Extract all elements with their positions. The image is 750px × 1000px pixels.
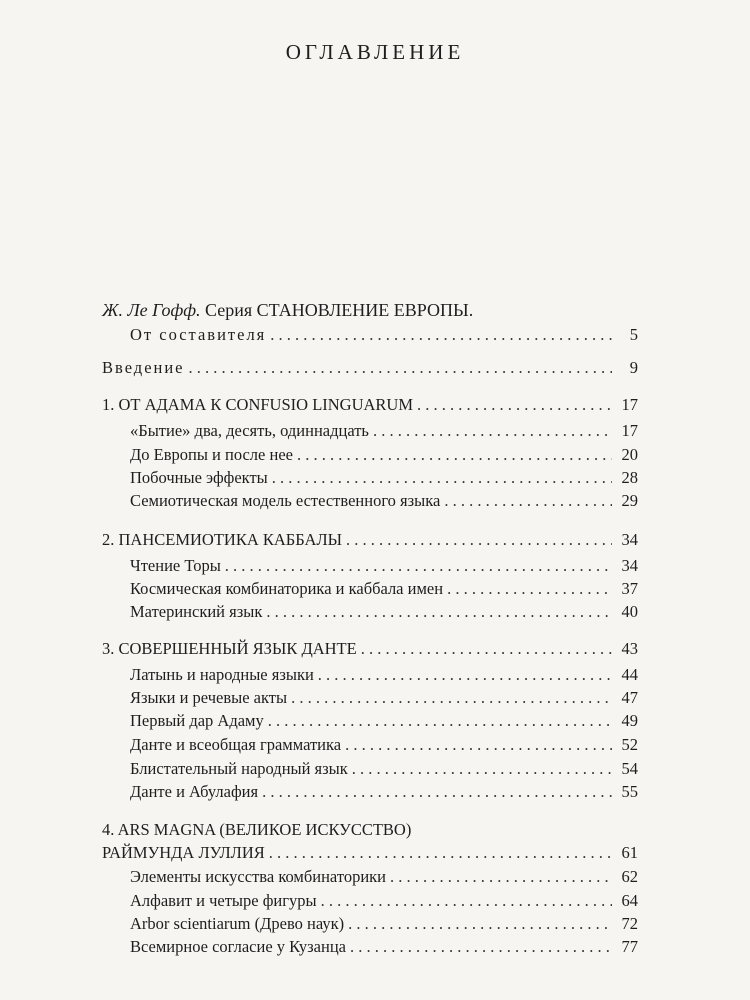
dot-leader — [270, 324, 612, 346]
dot-leader — [444, 490, 612, 512]
toc-entry — [130, 866, 638, 888]
dot-leader — [189, 357, 612, 379]
dot-leader — [269, 842, 612, 864]
toc-entry-page: 28 — [621, 468, 638, 487]
toc-entry-label: Arbor scientiarum (Древо наук) — [130, 914, 345, 933]
toc-entry-label: 3. СОВЕРШЕННЫЙ ЯЗЫК ДАНТЕ — [102, 639, 357, 658]
toc-entry — [130, 936, 638, 958]
dot-leader — [373, 420, 612, 442]
toc-entry-label: Всемирное согласие у Кузанца — [130, 937, 346, 956]
toc-entry — [130, 578, 638, 600]
toc-entry — [102, 529, 638, 551]
series-line — [102, 300, 473, 321]
dot-leader — [266, 601, 612, 623]
toc-entry — [130, 324, 638, 346]
toc-entry — [130, 490, 638, 512]
toc-entry-label: От составителя — [130, 325, 267, 344]
toc-entry — [102, 357, 638, 379]
toc-entry-label: Чтение Торы — [130, 556, 221, 575]
toc-entry — [130, 601, 638, 623]
toc-entry-page: 9 — [629, 358, 638, 377]
toc-entry-page: 37 — [621, 579, 638, 598]
dot-leader — [361, 638, 612, 660]
dot-leader — [417, 394, 612, 416]
toc-entry-label: Данте и Абулафия — [130, 782, 259, 801]
toc-entry — [130, 687, 638, 709]
series-text: Серия СТАНОВЛЕНИЕ ЕВРОПЫ. — [205, 300, 474, 320]
dot-leader — [346, 529, 612, 551]
toc-entry-label: Латынь и народные языки — [130, 665, 314, 684]
toc-entry-label: Данте и всеобщая грамматика — [130, 735, 342, 754]
toc-heading-line: 4. ARS MAGNA (ВЕЛИКОЕ ИСКУССТВО) — [102, 820, 412, 839]
toc-entry-page: 43 — [621, 639, 638, 658]
toc-entry-page: 55 — [621, 782, 638, 801]
toc-entry-page: 40 — [621, 602, 638, 621]
toc-entry — [130, 664, 638, 686]
toc-entry-label: Космическая комбинаторика и каббала имен — [130, 579, 444, 598]
toc-entry-page: 34 — [621, 556, 638, 575]
toc-entry-page: 49 — [621, 711, 638, 730]
toc-entry-page: 34 — [621, 530, 638, 549]
toc-entry — [130, 758, 638, 780]
toc-entry — [102, 638, 638, 660]
dot-leader — [272, 467, 612, 489]
dot-leader — [268, 710, 612, 732]
dot-leader — [318, 664, 612, 686]
toc-entry-label: Семиотическая модель естественного языка — [130, 491, 441, 510]
toc-entry-page: 20 — [621, 445, 638, 464]
toc-entry-page: 17 — [621, 395, 638, 414]
toc-entry — [130, 710, 638, 732]
dot-leader — [225, 555, 612, 577]
toc-entry-page: 47 — [621, 688, 638, 707]
toc-entry-label: 1. ОТ АДАМА К CONFUSIO LINGUARUM — [102, 395, 414, 414]
toc-entry-page: 61 — [621, 843, 638, 862]
dot-leader — [350, 936, 612, 958]
toc-entry-page: 62 — [621, 867, 638, 886]
toc-entry — [102, 842, 638, 864]
series-author: Ж. Ле Гофф. — [102, 300, 201, 320]
dot-leader — [321, 890, 612, 912]
toc-entry — [130, 467, 638, 489]
toc-entry-label: Материнский язык — [130, 602, 263, 621]
toc-entry — [102, 394, 638, 416]
toc-entry-label: Языки и речевые акты — [130, 688, 288, 707]
dot-leader — [262, 781, 612, 803]
toc-entry — [130, 555, 638, 577]
toc-entry-label: 2. ПАНСЕМИОТИКА КАББАЛЫ — [102, 530, 343, 549]
toc-entry — [130, 444, 638, 466]
toc-entry-page: 72 — [621, 914, 638, 933]
toc-entry-label: «Бытие» два, десять, одиннадцать — [130, 421, 369, 440]
toc-entry-page: 54 — [621, 759, 638, 778]
dot-leader — [348, 913, 612, 935]
toc-entry-page: 52 — [621, 735, 638, 754]
toc-entry-label: Первый дар Адаму — [130, 711, 264, 730]
toc-entry — [130, 781, 638, 803]
toc-entry-label: До Европы и после нее — [130, 445, 293, 464]
dot-leader — [291, 687, 612, 709]
toc-entry-page: 64 — [621, 891, 638, 910]
toc-entry-page: 44 — [621, 665, 638, 684]
toc-entry-page: 5 — [629, 325, 638, 344]
dot-leader — [352, 758, 612, 780]
dot-leader — [345, 734, 612, 756]
toc-entry — [130, 420, 638, 442]
toc-entry-page: 17 — [621, 421, 638, 440]
toc-entry — [130, 913, 638, 935]
toc-entry-label: Блистательный народный язык — [130, 759, 348, 778]
toc-entry-label: Побочные эффекты — [130, 468, 268, 487]
toc-entry-label: РАЙМУНДА ЛУЛЛИЯ — [102, 843, 265, 862]
dot-leader — [447, 578, 612, 600]
dot-leader — [297, 444, 612, 466]
toc-entry-label: Введение — [102, 358, 185, 377]
toc-entry — [130, 890, 638, 912]
toc-entry-label: Элементы искусства комбинаторики — [130, 867, 386, 886]
toc-entry — [130, 734, 638, 756]
page-title: ОГЛАВЛЕНИЕ — [285, 40, 465, 64]
toc-entry-page: 77 — [621, 937, 638, 956]
toc-entry-label: Алфавит и четыре фигуры — [130, 891, 317, 910]
dot-leader — [390, 866, 612, 888]
toc-entry-page: 29 — [621, 491, 638, 510]
